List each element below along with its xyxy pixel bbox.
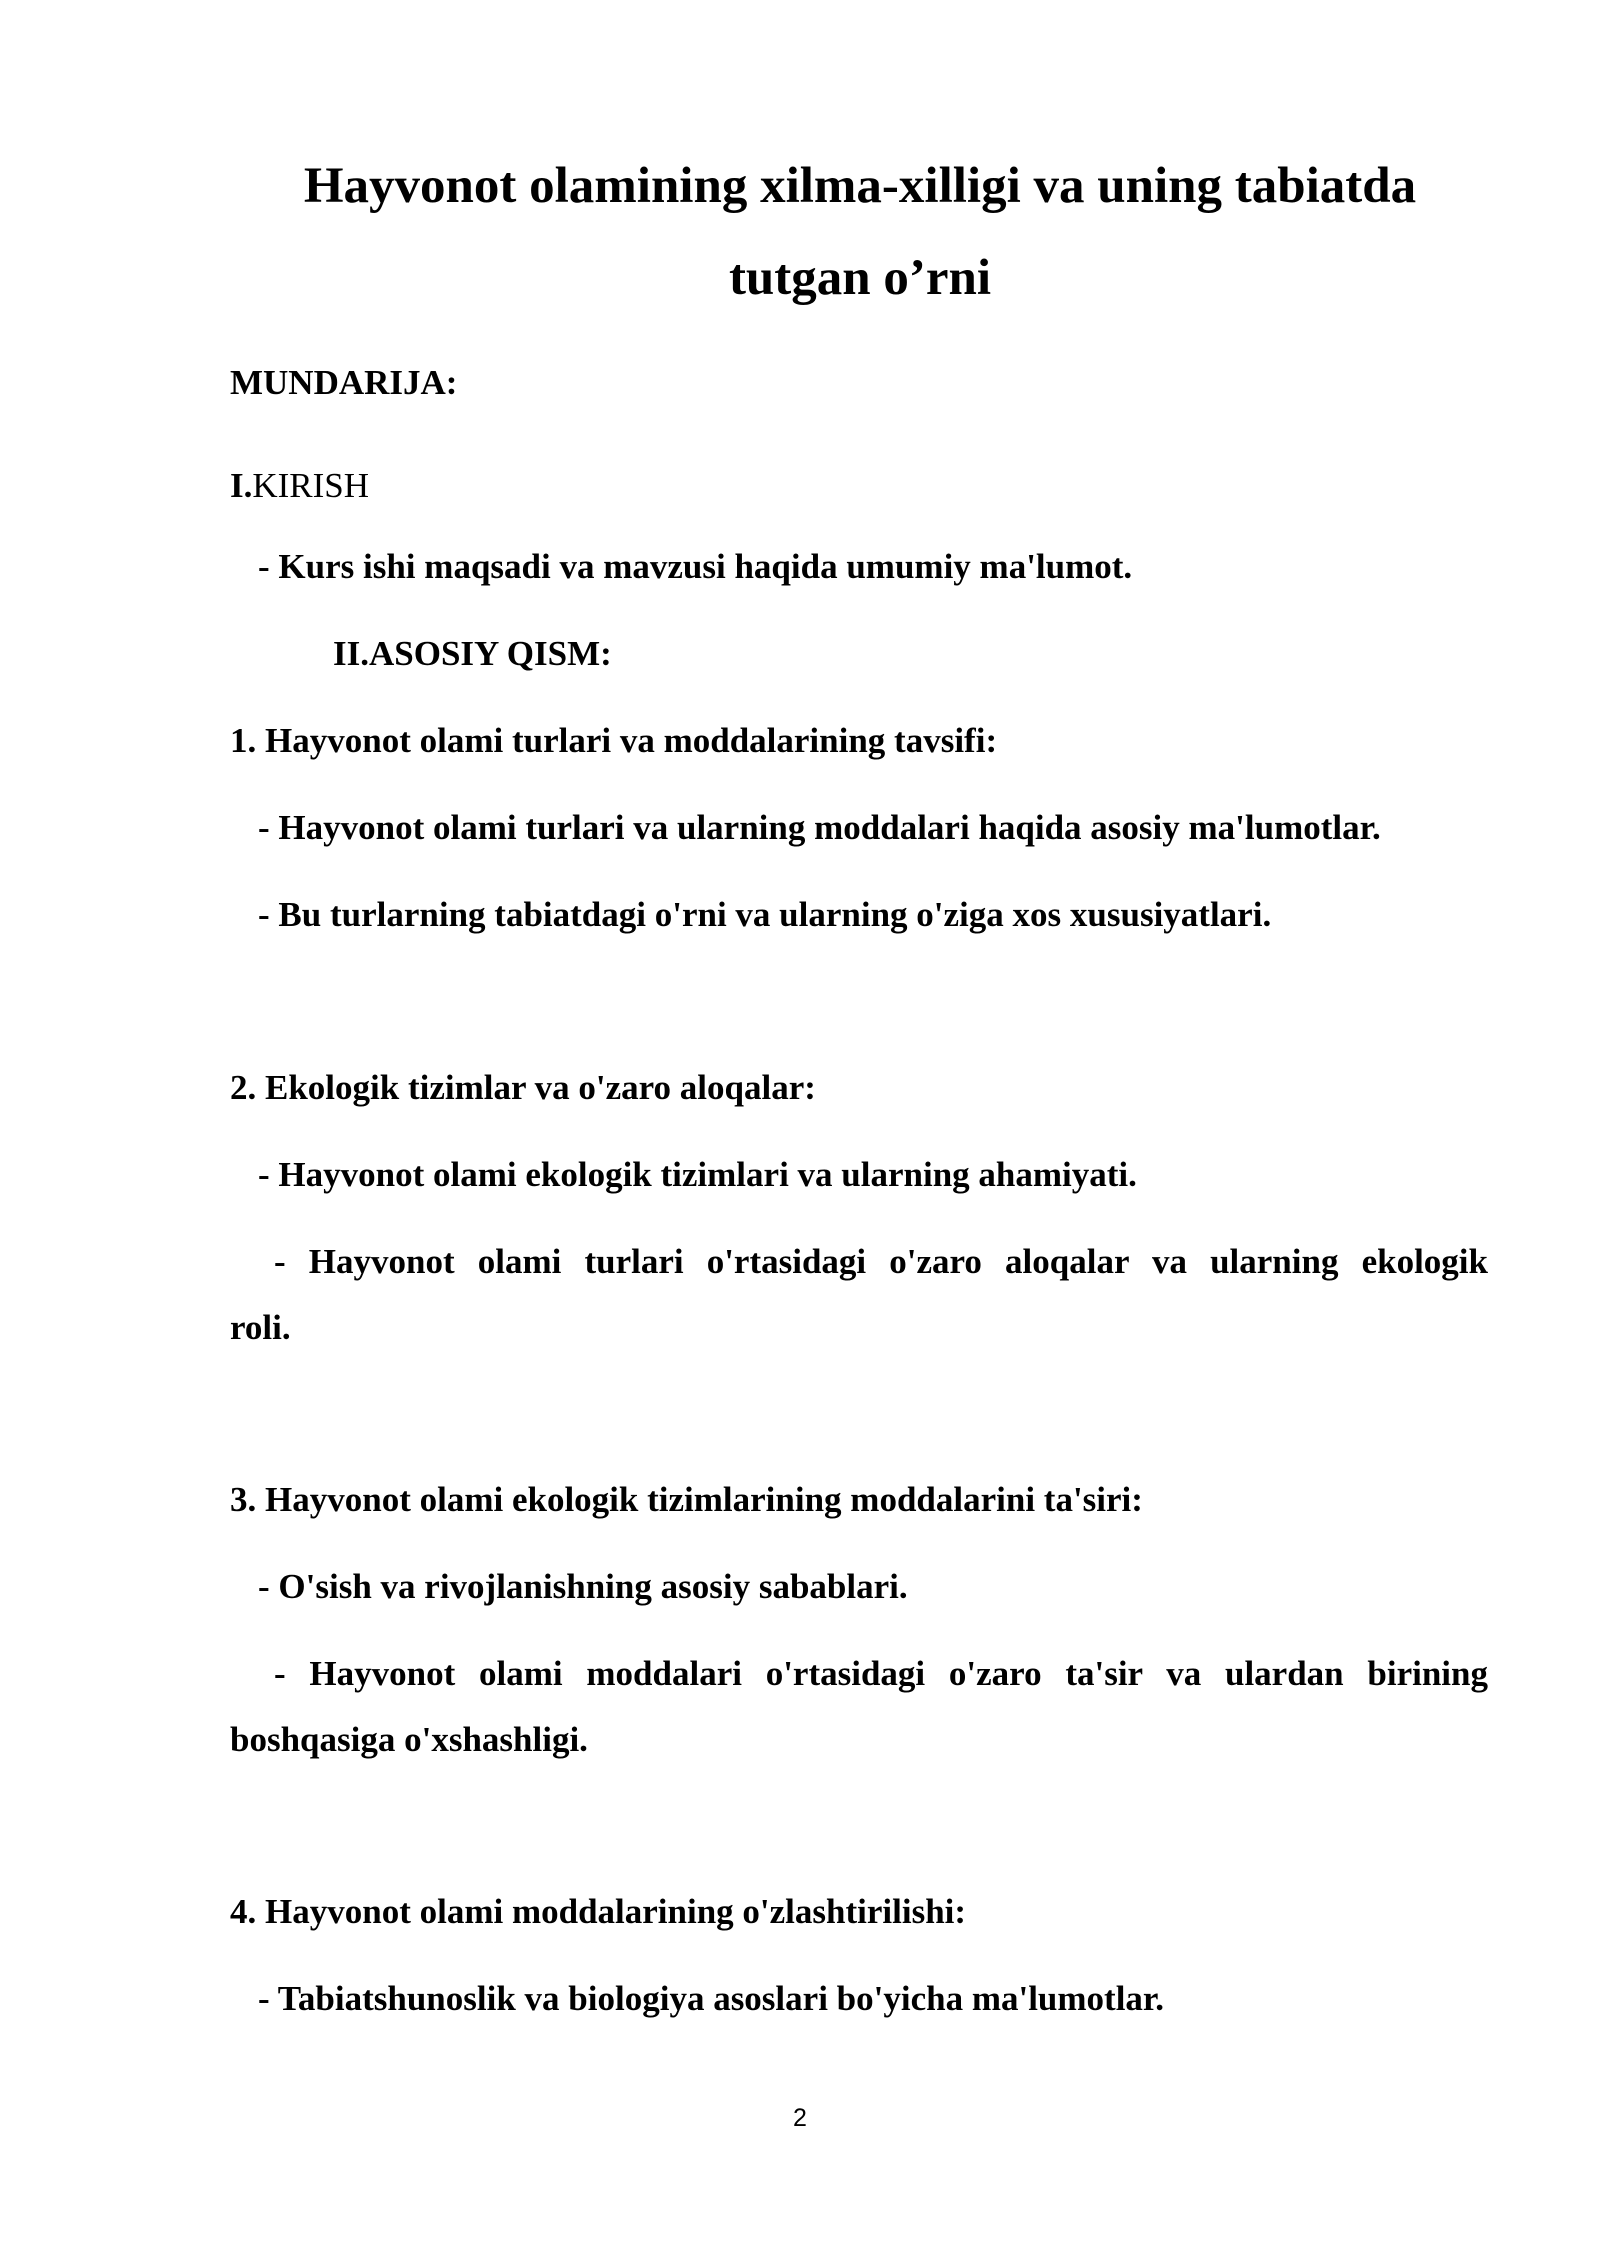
- page-number: 2: [793, 2104, 807, 2132]
- section-2-item-2: - Hayvonot olami turlari o'rtasidagi o'zaro aloqalar va ularning ekologik: [274, 1242, 1488, 1281]
- section-1-item-1: - Hayvonot olami turlari va ularning moddalari haqida asosiy ma'lumotlar.: [258, 808, 1381, 847]
- section-3-item-2-continuation: boshqasiga o'xshashligi.: [230, 1720, 588, 1759]
- contents-heading: MUNDARIJA:: [230, 363, 458, 402]
- section-3-heading: 3. Hayvonot olami ekologik tizimlarining moddalarini ta'siri:: [230, 1480, 1143, 1519]
- intro-heading: [230, 464, 369, 508]
- section-1-item-2: - Bu turlarning tabiatdagi o'rni va ularning o'ziga xos xususiyatlari.: [258, 895, 1272, 934]
- section-3-item-2: - Hayvonot olami moddalari o'rtasidagi o'zaro ta'sir va ulardan birining: [274, 1654, 1488, 1693]
- section-3-item-1: - O'sish va rivojlanishning asosiy sabablari.: [258, 1567, 908, 1606]
- main-part-heading: II.ASOSIY QISM:: [333, 634, 612, 673]
- section-4-heading: 4. Hayvonot olami moddalarining o'zlashtirilishi:: [230, 1892, 967, 1931]
- section-2-item-1: - Hayvonot olami ekologik tizimlari va ularning ahamiyati.: [258, 1155, 1137, 1194]
- section-2-item-2-continuation: roli.: [230, 1308, 291, 1347]
- section-4-item-1: - Tabiatshunoslik va biologiya asoslari bo'yicha ma'lumotlar.: [258, 1979, 1165, 2018]
- intro-item: - Kurs ishi maqsadi va mavzusi haqida umumiy ma'lumot.: [258, 547, 1133, 586]
- section-2-heading: 2. Ekologik tizimlar va o'zaro aloqalar:: [230, 1068, 816, 1107]
- document-title-line-2: tutgan o’rni: [728, 250, 992, 306]
- document-title-line-1: Hayvonot olamining xilma-xilligi va uning tabiatda: [303, 158, 1417, 214]
- section-1-heading: 1. Hayvonot olami turlari va moddalarining tavsifi:: [230, 721, 998, 760]
- intro-number: I.: [230, 466, 253, 505]
- intro-label: KIRISH: [252, 466, 370, 505]
